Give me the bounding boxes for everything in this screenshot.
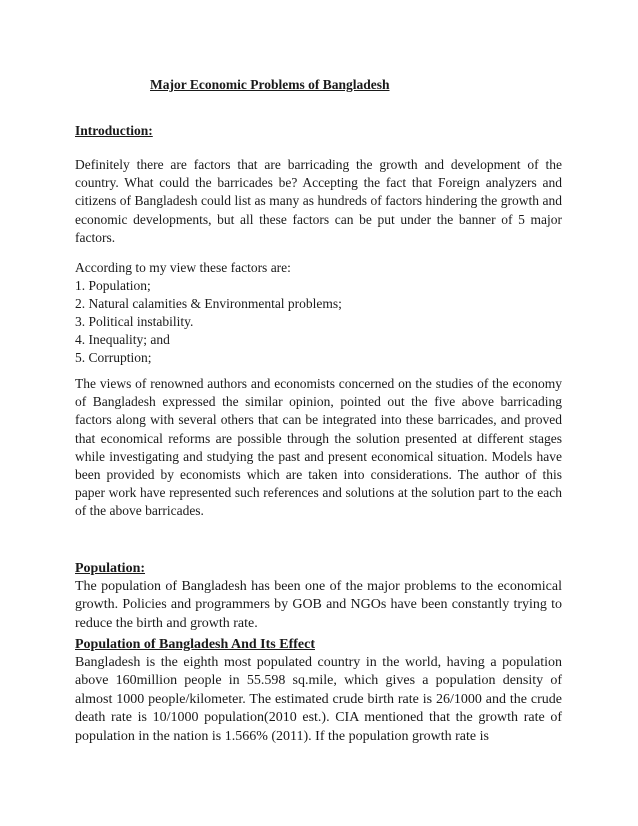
population-paragraph: The population of Bangladesh has been one of the major problems to the economical growth. Policies and programmers by GOB and NGOs have been constantly trying to reduce the birth and growth rate. — [75, 579, 562, 631]
population-heading: Population: — [75, 561, 146, 576]
introduction-paragraph-3: The views of renowned authors and economists concerned on the studies of the economy of Bangladesh expressed the similar opinion, pointed out the five above barricading factors along with several others that can be integrated into these barricades, and proved that economical reforms are possible through the solution presented at different stages while investigating and studying the past and present economical situation. Models have been provided by economists which are taken into considerations. The author of this paper work have represented such references and solutions at the solution part to the each of the above barricades. — [75, 376, 562, 519]
list-item: 1. Population; — [75, 278, 151, 293]
population-effect-heading: Population of Bangladesh And Its Effect — [75, 637, 315, 652]
list-item: 4. Inequality; and — [75, 332, 170, 347]
introduction-paragraph-1: Definitely there are factors that are barricading the growth and development of the country. What could the barricades be? Accepting the fact that Foreign analyzers and citizens of Bangladesh could list as many as hundreds of factors hindering the growth and economic developments, but all these factors can be put under the banner of 5 major factors. — [75, 157, 562, 245]
list-item: 2. Natural calamities & Environmental problems; — [75, 296, 342, 311]
list-item: 3. Political instability. — [75, 314, 194, 329]
document-title: Major Economic Problems of Bangladesh — [150, 77, 390, 92]
introduction-heading: Introduction: — [75, 123, 153, 138]
factors-list — [75, 277, 562, 367]
list-item: 5. Corruption; — [75, 350, 152, 365]
population-effect-paragraph: Bangladesh is the eighth most populated country in the world, having a population above 160million people in 55.598 sq.mile, which gives a population density of almost 1000 people/kilometer. The estimated crude birth rate is 26/1000 and the crude death rate is 10/1000 population(2010 est.). CIA mentioned that the growth rate of population in the nation is 1.566% (2011). If the population growth rate is — [75, 655, 562, 744]
introduction-paragraph-2: According to my view these factors are: — [75, 260, 291, 275]
